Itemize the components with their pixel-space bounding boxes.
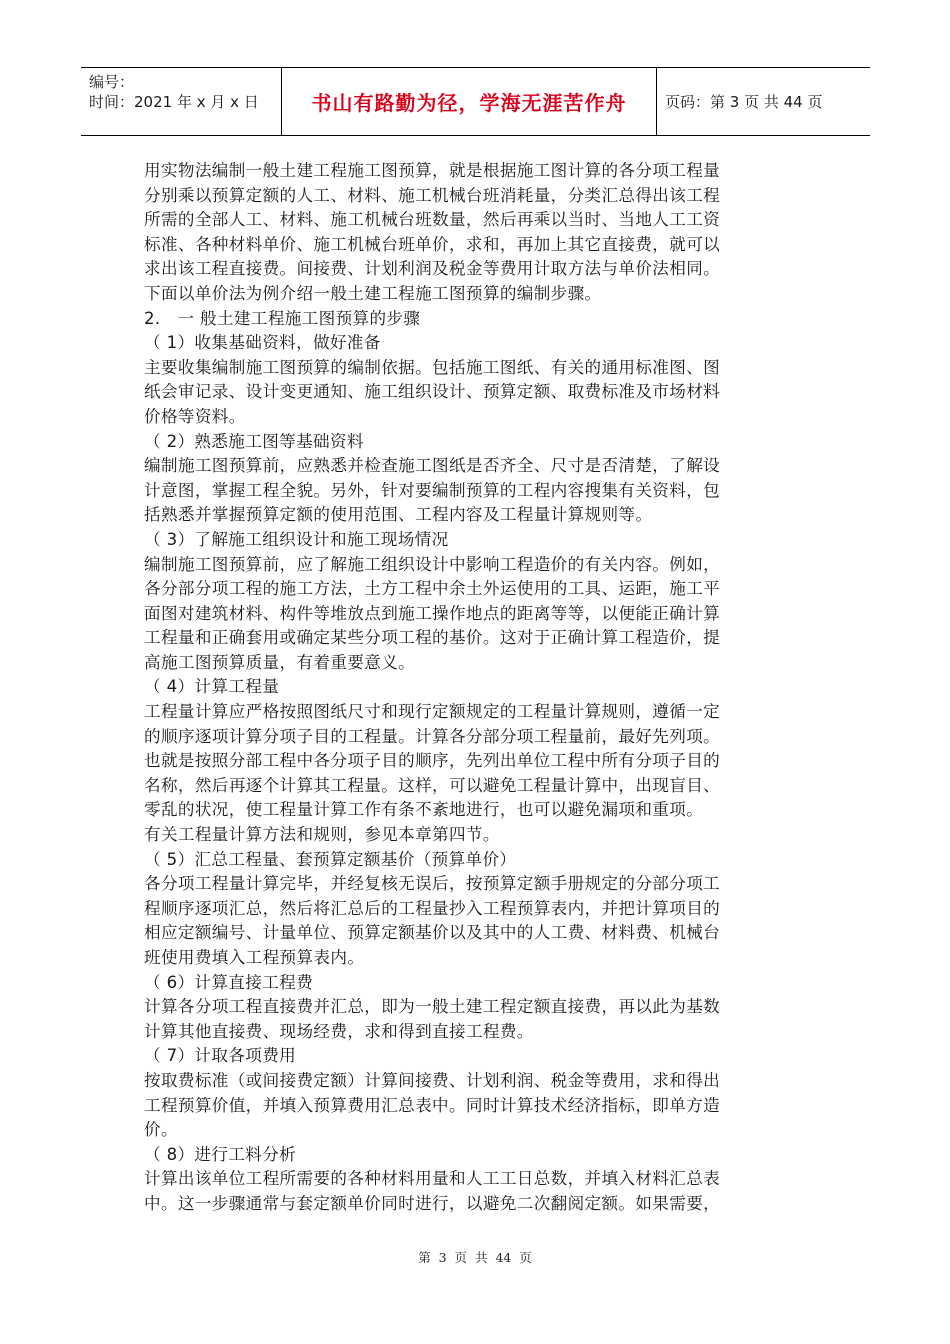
- body-text-line: 用实物法编制一般土建工程施工图预算，就是根据施工图计算的各分项工程量: [144, 161, 721, 180]
- body-text-line: 分别乘以预算定额的人工、材料、施工机械台班消耗量，分类汇总得出该工程: [144, 185, 721, 205]
- body-text-line: 名称，然后再逐个计算其工程量。这样，可以避免工程量计算中，出现盲目、: [144, 775, 721, 795]
- body-text-line: 各分项工程量计算完毕，并经复核无误后，按预算定额手册规定的分部分项工: [144, 874, 721, 894]
- header-motto-cell: [282, 68, 657, 135]
- body-text-line: （ 8）进行工料分析: [144, 1144, 297, 1164]
- body-text-line: 工程量和正确套用或确定某些分项工程的基价。这对于正确计算工程造价，提: [144, 628, 721, 648]
- body-text-line: 班使用费填入工程预算表内。: [144, 948, 365, 967]
- body-text-line: 编制施工图预算前，应熟悉并检查施工图纸是否齐全、尺寸是否清楚，了解设: [144, 456, 721, 476]
- body-text-line: （ 3）了解施工组织设计和施工现场情况: [144, 529, 449, 549]
- body-text-line: （ 6）计算直接工程费: [144, 972, 314, 992]
- body-text-line: 各分部分项工程的施工方法，土方工程中余土外运使用的工具、运距，施工平: [144, 579, 721, 599]
- body-text-line: 纸会审记录、设计变更通知、施工组织设计、预算定额、取费标准及市场材料: [144, 382, 721, 402]
- document-time-label: 时间：2021 年 x 月 x 日: [89, 93, 259, 111]
- body-text-line: 计意图，掌握工程全貌。另外，针对要编制预算的工程内容搜集有关资料，包: [144, 480, 721, 500]
- body-text-line: （ 7）计取各项费用: [144, 1046, 297, 1066]
- body-text-line: 计算各分项工程直接费并汇总，即为一般土建工程定额直接费，再以此为基数: [144, 997, 721, 1017]
- body-text-line: （ 4）计算工程量: [144, 677, 280, 697]
- body-text-line: （ 5）汇总工程量、套预算定额基价（预算单价）: [144, 849, 517, 869]
- body-text-line: 程顺序逐项汇总，然后将汇总后的工程量抄入工程预算表内，并把计算项目的: [144, 898, 721, 918]
- body-text-line: 工程量计算应严格按照图纸尺寸和现行定额规定的工程量计算规则，遵循一定: [144, 702, 721, 722]
- body-text-line: 高施工图预算质量，有着重要意义。: [144, 652, 416, 672]
- body-text-line: 括熟悉并掌握预算定额的使用范围、工程内容及工程量计算规则等。: [144, 505, 653, 525]
- body-text-line: 按取费标准（或间接费定额）计算间接费、计划利润、税金等费用，求和得出: [144, 1070, 721, 1090]
- document-header: [81, 67, 870, 136]
- body-text-line: 价。: [144, 1120, 178, 1140]
- body-text-line: 所需的全部人工、材料、施工机械台班数量，然后再乘以当时、当地人工工资: [144, 210, 721, 230]
- header-page-number: 页码：第 3 页 共 44 页: [665, 93, 823, 111]
- header-meta-cell: [81, 68, 282, 135]
- body-text-line: （ 1）收集基础资料，做好准备: [144, 333, 381, 353]
- body-text-line: 计算其他直接费、现场经费，求和得到直接工程费。: [144, 1021, 534, 1041]
- header-motto: 书山有路勤为径，学海无涯苦作舟: [311, 91, 627, 115]
- body-text-line: 也就是按照分部工程中各分项子目的顺序，先列出单位工程中所有分项子目的: [144, 751, 721, 771]
- body-text-line: 相应定额编号、计量单位、预算定额基价以及其中的人工费、材料费、机械台: [144, 923, 721, 943]
- body-text-line: 2. 一 般土建工程施工图预算的步骤: [144, 308, 421, 328]
- body-text-line: 计算出该单位工程所需要的各种材料用量和人工工日总数，并填入材料汇总表: [144, 1169, 721, 1189]
- header-page-cell: [657, 68, 870, 135]
- body-text-line: 价格等资料。: [144, 406, 246, 426]
- body-text-line: 求出该工程直接费。间接费、计划利润及税金等费用计取方法与单价法相同。: [144, 259, 721, 279]
- body-text-line: 工程预算价值，并填入预算费用汇总表中。同时计算技术经济指标，即单方造: [144, 1095, 721, 1115]
- page-footer: [0, 1248, 950, 1266]
- body-text-line: 主要收集编制施工图预算的编制依据。包括施工图纸、有关的通用标准图、图: [144, 357, 721, 377]
- body-text-line: 编制施工图预算前，应了解施工组织设计中影响工程造价的有关内容。例如，: [144, 554, 721, 574]
- body-text-line: 的顺序逐项计算分项子目的工程量。计算各分部分项工程量前，最好先列项。: [144, 726, 721, 746]
- document-number-label: 编号：: [89, 73, 135, 91]
- body-text-line: 面图对建筑材料、构件等堆放点到施工操作地点的距离等等，以便能正确计算: [144, 603, 721, 623]
- body-text-line: 中。这一步骤通常与套定额单价同时进行，以避免二次翻阅定额。如果需要，: [144, 1193, 721, 1213]
- body-text-line: 标准、各种材料单价、施工机械台班单价，求和，再加上其它直接费，就可以: [144, 234, 721, 254]
- body-text-line: 下面以单价法为例介绍一般土建工程施工图预算的编制步骤。: [144, 283, 602, 303]
- document-body: [144, 159, 804, 1217]
- footer-page-number: 第 3 页 共 44 页: [418, 1250, 532, 1265]
- body-text-line: 零乱的状况，使工程量计算工作有条不紊地进行，也可以避免漏项和重项。: [144, 800, 704, 820]
- body-text-line: （ 2）熟悉施工图等基础资料: [144, 431, 364, 451]
- body-text-line: 有关工程量计算方法和规则，参见本章第四节。: [144, 825, 500, 845]
